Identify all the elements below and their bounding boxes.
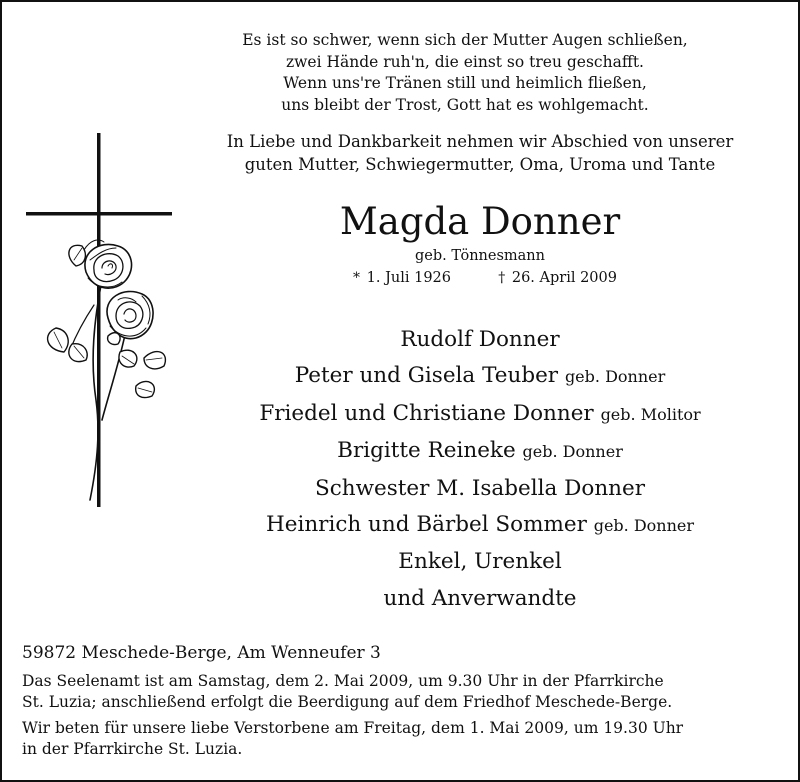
notice-line: St. Luzia; anschließend erfolgt die Beerdigung auf dem Friedhof Meschede-Berge.: [22, 693, 673, 711]
notice-line: in der Pfarrkirche St. Luzia.: [22, 740, 243, 758]
intro-line: guten Mutter, Schwiegermutter, Oma, Uroma und Tante: [244, 155, 716, 174]
mourner-row: [180, 544, 780, 580]
mourner-row: [180, 471, 780, 507]
poem-line: Es ist so schwer, wenn sich der Mutter Augen schließen,: [242, 31, 688, 49]
mourner-row: [180, 581, 780, 617]
mourner-name: Rudolf Donner: [400, 327, 560, 352]
life-dates: [320, 268, 650, 288]
mourner-birth-name: geb. Donner: [522, 442, 623, 462]
cross-with-roses-icon: [24, 130, 174, 516]
poem-line: uns bleibt der Trost, Gott hat es wohlgemacht.: [281, 95, 649, 114]
mourner-birth-name: geb. Donner: [564, 367, 666, 387]
mourner-row: [180, 358, 780, 395]
mourner-name: und Anverwandte: [383, 585, 577, 611]
mourner-birth-name: geb. Donner: [593, 516, 695, 536]
death-date: 26. April 2009: [511, 270, 617, 286]
intro-line: In Liebe und Dankbarkeit nehmen wir Abschied von unserer: [226, 132, 734, 151]
mourners-list: [180, 322, 780, 617]
mourner-name: Peter und Gisela Teuber: [294, 363, 559, 389]
birth-name: geb. Tönnesmann: [415, 248, 545, 264]
mourner-name: Brigitte Reineke: [337, 438, 516, 464]
notice-line: Wir beten für unsere liebe Verstorbene am Freitag, dem 1. Mai 2009, um 19.30 Uhr: [22, 719, 684, 737]
poem: [200, 30, 730, 116]
requiem-notice: [22, 671, 762, 713]
farewell-intro: [200, 130, 760, 176]
mourner-row: [180, 433, 780, 470]
mourner-birth-name: geb. Molitor: [600, 404, 701, 424]
birth-date: 1. Juli 1926: [366, 270, 452, 286]
mourner-row: [180, 322, 780, 358]
family-address: 59872 Meschede-Berge, Am Wenneufer 3: [22, 643, 381, 663]
mourner-name: Schwester M. Isabella Donner: [314, 475, 646, 501]
birth-symbol: *: [353, 270, 361, 286]
deceased-name: Magda Donner: [339, 200, 621, 243]
death-symbol: †: [498, 270, 506, 286]
poem-line: Wenn uns're Tränen still und heimlich fließen,: [283, 74, 647, 92]
prayer-notice: [22, 718, 762, 760]
mourner-name: Friedel und Christiane Donner: [259, 400, 594, 426]
mourner-name: Enkel, Urenkel: [398, 549, 562, 575]
mourner-name: Heinrich und Bärbel Sommer: [265, 512, 587, 538]
mourner-row: [180, 507, 780, 544]
mourner-row: [180, 396, 780, 433]
poem-line: zwei Hände ruh'n, die einst so treu geschafft.: [286, 52, 644, 71]
notice-line: Das Seelenamt ist am Samstag, dem 2. Mai 2009, um 9.30 Uhr in der Pfarrkirche: [22, 672, 664, 690]
